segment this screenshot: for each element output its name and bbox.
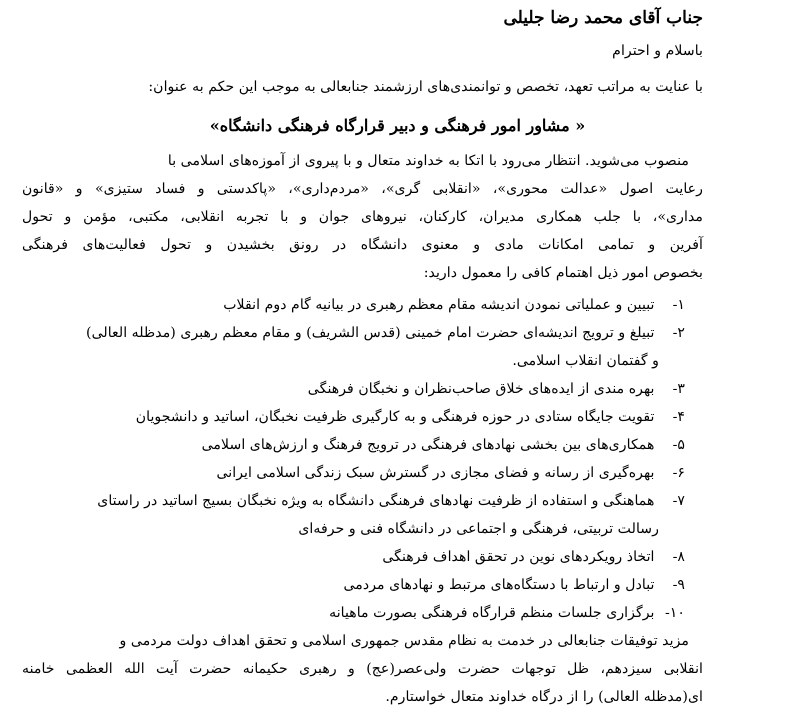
closing-line: مزید توفیقات جنابعالی در خدمت به نظام مقدس جمهوری اسلامی و تحقق اهداف دولت مردمی و — [119, 633, 689, 649]
list-item-number: ۵- — [672, 437, 685, 453]
list-item-number: ۹- — [672, 577, 685, 593]
list-item — [22, 378, 685, 400]
closing-line: انقلابی سیزدهم، ظل توجهات حضرت ولی‌عصر(عج) و رهبری حکیمانه حضرت آیت الله العظمی خامنه — [22, 661, 703, 677]
greeting: باسلام و احترام — [612, 43, 703, 59]
list-item-number: ۱- — [672, 297, 685, 313]
list-item-text: بهره مندی از ایده‌های خلاق صاحب‌نظران و نخبگان فرهنگی — [307, 381, 655, 397]
body-line: آفرین و تمامی امکانات مادی و معنوی دانشگاه در رونق بخشیدن و تحول فعالیت‌های فرهنگی — [22, 237, 703, 253]
list-item-number: ۴- — [672, 409, 685, 425]
closing-line: ای(مدظله العالی) را از درگاه خداوند متعال خواستارم. — [385, 689, 703, 705]
list-item-number: ۱۰- — [664, 605, 685, 621]
list-item — [22, 294, 685, 316]
list-item-text: برگزاری جلسات منظم قرارگاه فرهنگی بصورت ماهیانه — [329, 605, 655, 621]
list-item-number: ۳- — [672, 381, 685, 397]
list-item-text: همکاری‌های بین بخشی نهادهای فرهنگی در ترویج فرهنگ و ارزش‌های اسلامی — [201, 437, 655, 453]
list-item-text: تقویت جایگاه ستادی در حوزه فرهنگی و به کارگیری ظرفیت نخبگان، اساتید و دانشجویان — [135, 409, 655, 425]
body-line: منصوب می‌شوید. انتظار می‌رود با اتکا به خداوند متعال و با پیروی از آموزه‌های اسلامی با — [167, 153, 689, 169]
list-item-text: تبیین و عملیاتی نمودن اندیشه مقام معظم رهبری در بیانیه گام دوم انقلاب — [223, 297, 655, 313]
list-item — [22, 490, 685, 512]
list-item — [22, 574, 685, 596]
list-item — [22, 546, 685, 568]
intro-line: با عنایت به مراتب تعهد، تخصص و توانمندی‌های ارزشمند جنابعالی به موجب این حکم به عنوان: — [148, 79, 703, 95]
list-item — [22, 462, 685, 484]
list-item-continuation: رسالت تربیتی، فرهنگی و اجتماعی در دانشگاه فنی و حرفه‌ای — [298, 521, 659, 537]
list-item-number: ۲- — [672, 325, 685, 341]
list-item-text: تبیلغ و ترویج اندیشه‌ای حضرت امام خمینی (قدس الشریف) و مقام معظم رهبری (مدظله العالی) — [86, 325, 655, 341]
list-item-number: ۸- — [672, 549, 685, 565]
list-item-text: هماهنگی و استفاده از ظرفیت نهادهای فرهنگی دانشگاه به ویژه نخبگان بسیج اساتید در راستای — [97, 493, 655, 509]
list-item — [22, 434, 685, 456]
list-item — [22, 406, 685, 428]
body-line: بخصوص امور ذیل اهتمام کافی را معمول دارید: — [423, 265, 703, 281]
list-item — [22, 602, 685, 624]
list-item-text: تبادل و ارتباط با دستگاه‌های مرتبط و نهادهای مردمی — [343, 577, 655, 593]
body-line: مداری»، با جلب همکاری مدیران، کارکنان، نیروهای جوان و با تجربه انقلابی، مکتبی، مؤمن و تحول — [22, 209, 703, 225]
list-item-number: ۷- — [672, 493, 685, 509]
list-item-text: بهره‌گیری از رسانه و فضای مجازی در گسترش سبک زندگی اسلامی ایرانی — [216, 465, 655, 481]
body-line: رعایت اصول «عدالت محوری»، «انقلابی گری»، «مردم‌داری»، «پاکدستی و فساد ستیزی» و «قانون — [22, 181, 703, 197]
position-title: « مشاور امور فرهنگی و دبیر قرارگاه فرهنگی دانشگاه» — [209, 116, 586, 135]
list-item-text: اتخاذ رویکردهای نوین در تحقق اهداف فرهنگی — [382, 549, 655, 565]
list-item — [22, 322, 685, 344]
list-item-number: ۶- — [672, 465, 685, 481]
list-item-continuation: و گفتمان انقلاب اسلامی. — [512, 353, 659, 369]
addressee: جناب آقای محمد رضا جلیلی — [503, 8, 703, 28]
